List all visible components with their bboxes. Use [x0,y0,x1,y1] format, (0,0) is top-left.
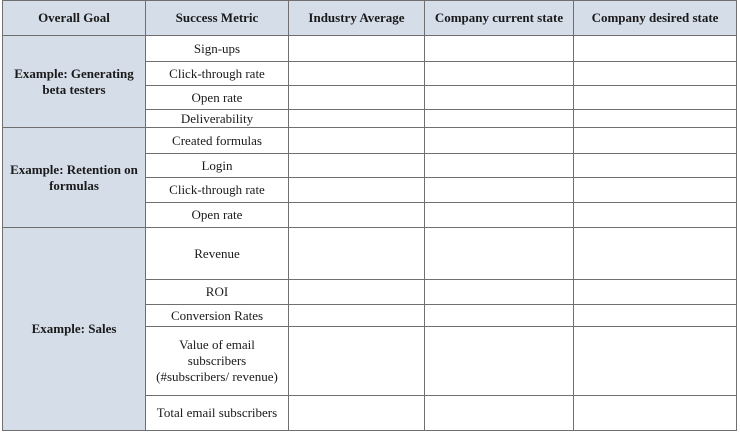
metric-cell: Open rate [146,86,289,110]
desired-state-cell[interactable] [574,154,737,178]
header-success-metric: Success Metric [146,1,289,36]
metric-cell: Sign-ups [146,36,289,62]
goal-cell-sales: Example: Sales [3,228,146,431]
industry-average-cell[interactable] [289,110,425,128]
desired-state-cell[interactable] [574,305,737,327]
metric-cell: Total email subscribers [146,396,289,431]
header-industry-average: Industry Average [289,1,425,36]
header-row [3,1,737,36]
current-state-cell[interactable] [425,203,574,228]
header-overall-goal: Overall Goal [3,1,146,36]
current-state-cell[interactable] [425,86,574,110]
metric-cell: Click-through rate [146,178,289,203]
goal-cell-retention: Example: Retention on formulas [3,128,146,228]
metric-cell: Deliverability [146,110,289,128]
industry-average-cell[interactable] [289,36,425,62]
industry-average-cell[interactable] [289,228,425,280]
industry-average-cell[interactable] [289,62,425,86]
table-row [3,128,737,154]
industry-average-cell[interactable] [289,86,425,110]
desired-state-cell[interactable] [574,228,737,280]
metric-cell: Conversion Rates [146,305,289,327]
desired-state-cell[interactable] [574,128,737,154]
metric-cell: Login [146,154,289,178]
metric-cell: Created formulas [146,128,289,154]
current-state-cell[interactable] [425,280,574,305]
goals-metrics-table [2,0,737,431]
desired-state-cell[interactable] [574,86,737,110]
goal-cell-beta-testers: Example: Generating beta testers [3,36,146,128]
table-row [3,36,737,62]
desired-state-cell[interactable] [574,203,737,228]
industry-average-cell[interactable] [289,128,425,154]
table-row [3,228,737,280]
industry-average-cell[interactable] [289,305,425,327]
industry-average-cell[interactable] [289,178,425,203]
industry-average-cell[interactable] [289,280,425,305]
desired-state-cell[interactable] [574,327,737,396]
metric-cell: Revenue [146,228,289,280]
header-company-current-state: Company current state [425,1,574,36]
current-state-cell[interactable] [425,396,574,431]
desired-state-cell[interactable] [574,396,737,431]
desired-state-cell[interactable] [574,280,737,305]
metric-cell: Value of email subscribers (#subscribers/ revenue) [146,327,289,396]
metric-cell: Click-through rate [146,62,289,86]
current-state-cell[interactable] [425,36,574,62]
current-state-cell[interactable] [425,228,574,280]
desired-state-cell[interactable] [574,110,737,128]
header-company-desired-state: Company desired state [574,1,737,36]
current-state-cell[interactable] [425,154,574,178]
metric-cell: Open rate [146,203,289,228]
current-state-cell[interactable] [425,178,574,203]
industry-average-cell[interactable] [289,327,425,396]
desired-state-cell[interactable] [574,62,737,86]
desired-state-cell[interactable] [574,36,737,62]
industry-average-cell[interactable] [289,396,425,431]
current-state-cell[interactable] [425,62,574,86]
current-state-cell[interactable] [425,305,574,327]
current-state-cell[interactable] [425,327,574,396]
current-state-cell[interactable] [425,128,574,154]
metric-cell: ROI [146,280,289,305]
desired-state-cell[interactable] [574,178,737,203]
current-state-cell[interactable] [425,110,574,128]
industry-average-cell[interactable] [289,203,425,228]
industry-average-cell[interactable] [289,154,425,178]
